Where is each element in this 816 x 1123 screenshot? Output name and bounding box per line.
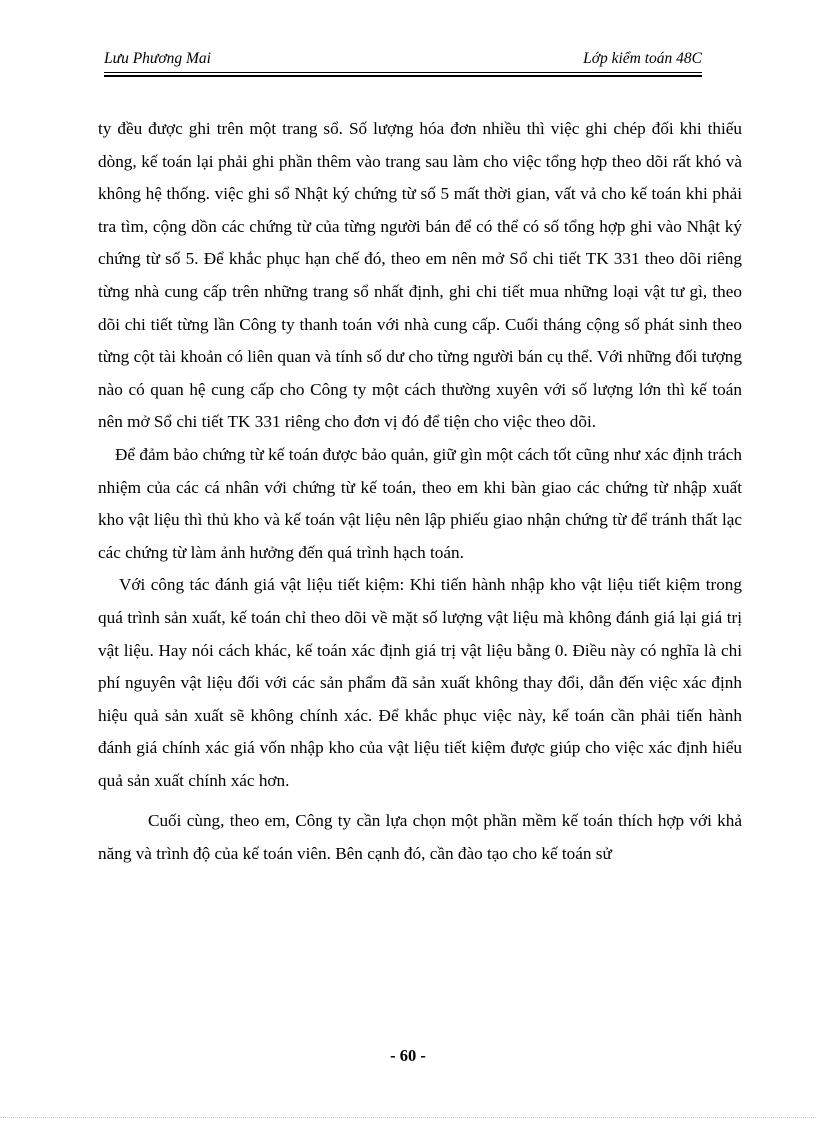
document-body <box>98 113 742 871</box>
paragraph-saved-materials: Với công tác đánh giá vật liệu tiết kiệm: Khi tiến hành nhập kho vật liệu tiết kiệm trong quá trình sản xuất, kế toán chỉ theo dõi về mặt số lượng vật liệu mà không đánh giá lại giá trị vật liệu. Hay nói cách khác, kế toán xác định giá trị vật liệu bằng 0. Điều này có nghĩa là chi phí nguyên vật liệu đối với các sản phẩm đã sản xuất không thay đổi, dẫn đến việc xác định hiệu quả sản xuất sẽ không chính xác. Để khắc phục việc này, kế toán cần phải tiến hành đánh giá chính xác giá vốn nhập kho của vật liệu tiết kiệm được giúp cho việc xác định hiểu quả sản xuất chính xác hơn. <box>98 575 742 790</box>
header-class-name: Lớp kiểm toán 48C <box>583 50 702 67</box>
header-divider-thick <box>104 75 702 77</box>
header-divider <box>104 72 702 73</box>
header-author: Lưu Phương Mai <box>104 50 211 67</box>
page-bottom-border <box>0 1117 816 1118</box>
paragraph-continuation: ty đều được ghi trên một trang sổ. Số lượng hóa đơn nhiều thì việc ghi chép đối khi thiếu dòng, kế toán lại phải ghi phần thêm vào trang sau làm cho việc tổng hợp theo dõi rất khó và không hệ thống. việc ghi sổ Nhật ký chứng từ số 5 mất thời gian, vất vả cho kế toán khi phải tra tìm, cộng dồn các chứng từ của từng người bán để có thể có số tổng hợp ghi vào Nhật ký chứng từ số 5. Để khắc phục hạn chế đó, theo em nên mở Sổ chi tiết TK 331 theo dõi riêng từng nhà cung cấp trên những trang sổ nhất định, ghi chi tiết mua những loại vật tư gì, theo dõi chi tiết từng lần Công ty thanh toán với nhà cung cấp. Cuối tháng cộng số phát sinh theo từng cột tài khoản có liên quan và tính số dư cho từng người bán cụ thể. Với những đối tượng nào có quan hệ cung cấp cho Công ty một cách thường xuyên với số lượng lớn thì kế toán nên mở Sổ chi tiết TK 331 riêng cho đơn vị đó để tiện cho việc theo dõi. <box>98 119 742 432</box>
paragraph-document-custody: Để đảm bảo chứng từ kế toán được bảo quản, giữ gìn một cách tốt cũng như xác định trách nhiệm của các cá nhân với chứng từ kế toán, theo em khi bàn giao các chứng từ nhập xuất kho vật liệu thì thủ kho và kế toán vật liệu nên lập phiếu giao nhận chứng từ để tránh thất lạc các chứng từ làm ảnh hưởng đến quá trình hạch toán. <box>98 444 742 562</box>
page-header <box>104 50 702 72</box>
page-number: - 60 - <box>390 1046 426 1065</box>
paragraph-software: Cuối cùng, theo em, Công ty cần lựa chọn một phần mềm kế toán thích hợp với khả năng và trình độ của kế toán viên. Bên cạnh đó, cần đào tạo cho kế toán sử <box>98 811 742 864</box>
